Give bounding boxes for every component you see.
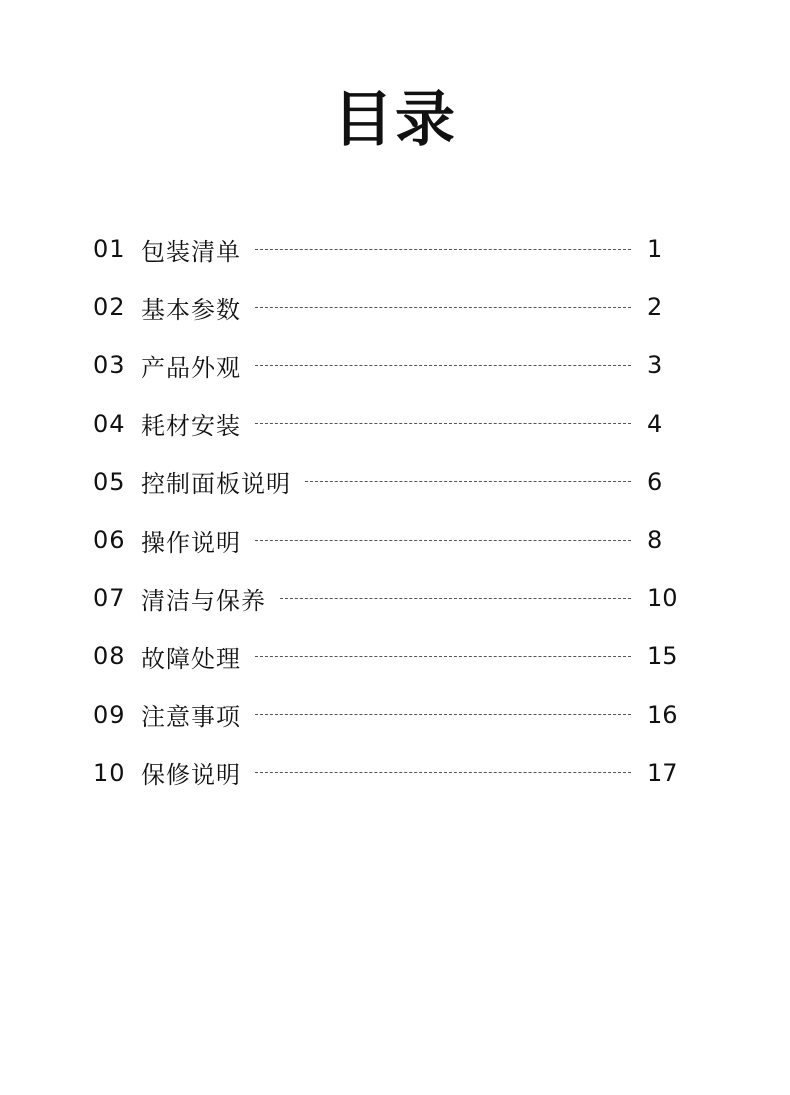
- toc-entry-title: 基本参数: [141, 295, 241, 324]
- toc-entry[interactable]: [93, 220, 683, 278]
- toc-dot-leader: [255, 423, 631, 424]
- toc-entry-page: 2: [647, 293, 663, 322]
- toc-entry-title: 控制面板说明: [141, 470, 291, 499]
- toc-entry-number: 02: [93, 293, 126, 322]
- table-of-contents: [93, 220, 683, 802]
- toc-entry-page: 6: [647, 467, 663, 496]
- toc-entry[interactable]: [93, 569, 683, 627]
- toc-entry-page: 16: [647, 700, 678, 729]
- toc-entry-number: 09: [93, 700, 126, 729]
- toc-dot-leader: [255, 365, 631, 366]
- toc-entry[interactable]: [93, 395, 683, 453]
- toc-entry[interactable]: [93, 627, 683, 685]
- toc-entry-page: 1: [647, 235, 663, 264]
- toc-entry-page: 8: [647, 526, 663, 555]
- toc-dot-leader: [280, 598, 631, 599]
- toc-entry-page: 4: [647, 409, 663, 438]
- toc-entry-number: 10: [93, 758, 126, 787]
- toc-entry-title: 注意事项: [141, 703, 241, 732]
- toc-entry-number: 07: [93, 584, 126, 613]
- toc-dot-leader: [255, 307, 631, 308]
- toc-entry[interactable]: [93, 336, 683, 394]
- toc-entry-page: 10: [647, 584, 678, 613]
- toc-entry[interactable]: [93, 511, 683, 569]
- toc-entry-title: 操作说明: [141, 528, 241, 557]
- toc-entry[interactable]: [93, 453, 683, 511]
- toc-dot-leader: [255, 714, 631, 715]
- toc-dot-leader: [305, 481, 631, 482]
- toc-entry-number: 04: [93, 409, 126, 438]
- toc-entry-number: 01: [93, 235, 126, 264]
- toc-entry-page: 17: [647, 758, 678, 787]
- toc-entry-title: 保修说明: [141, 761, 241, 790]
- toc-entry-number: 06: [93, 526, 126, 555]
- toc-entry[interactable]: [93, 744, 683, 802]
- toc-entry[interactable]: [93, 278, 683, 336]
- toc-entry-page: 15: [647, 642, 678, 671]
- toc-entry-title: 包装清单: [141, 237, 241, 266]
- toc-entry[interactable]: [93, 686, 683, 744]
- toc-entry-title: 故障处理: [141, 644, 241, 673]
- toc-entry-number: 03: [93, 351, 126, 380]
- toc-entry-number: 08: [93, 642, 126, 671]
- toc-entry-title: 产品外观: [141, 353, 241, 382]
- toc-entry-title: 清洁与保养: [141, 586, 266, 615]
- toc-entry-number: 05: [93, 467, 126, 496]
- toc-dot-leader: [255, 249, 631, 250]
- toc-dot-leader: [255, 656, 631, 657]
- toc-entry-page: 3: [647, 351, 663, 380]
- toc-dot-leader: [255, 540, 631, 541]
- toc-dot-leader: [255, 772, 631, 773]
- page-title: 目录: [333, 85, 457, 155]
- toc-entry-title: 耗材安装: [141, 412, 241, 441]
